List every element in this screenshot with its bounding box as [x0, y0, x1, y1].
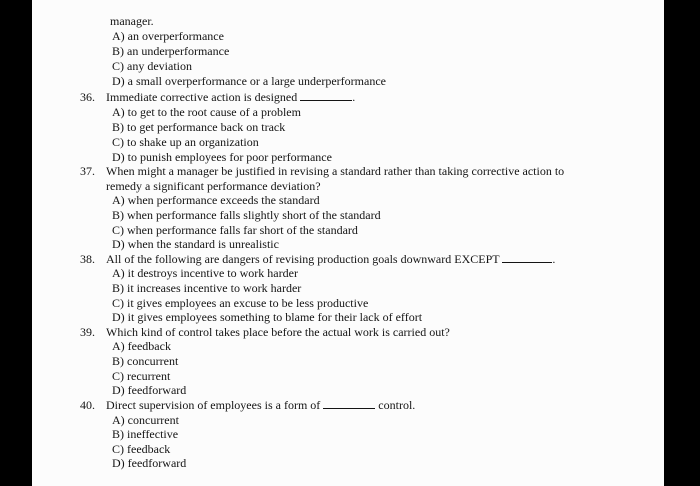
question-text-continued: remedy a significant performance deviation? [106, 179, 321, 193]
question-text-end: . [352, 90, 356, 104]
question-text-start: All of the following are dangers of revising production goals downward EXCEPT [106, 252, 500, 266]
question-text [106, 398, 415, 412]
question-number: 40. [80, 398, 95, 412]
option-d: D) it gives employees something to blame for their lack of effort [112, 310, 423, 324]
option-c: C) to shake up an organization [112, 135, 259, 149]
question-text [106, 90, 355, 104]
option-d: D) to punish employees for poor performance [112, 150, 332, 164]
option-b: B) it increases incentive to work harder [112, 281, 302, 295]
option-b: B) to get performance back on track [112, 120, 286, 134]
option-a: A) concurrent [112, 413, 179, 427]
option-a: A) feedback [112, 339, 171, 353]
question-number: 39. [80, 325, 95, 339]
option-b: B) ineffective [112, 427, 179, 441]
question-text-start: Direct supervision of employees is a form of [106, 398, 321, 412]
option-d: D) feedforward [112, 456, 187, 470]
option-b: B) concurrent [112, 354, 179, 368]
question-text [106, 252, 555, 266]
option-a: A) it destroys incentive to work harder [112, 266, 298, 280]
question-text-end: control. [378, 398, 416, 412]
option-c: C) recurrent [112, 369, 171, 383]
document-page [32, 0, 664, 486]
question-number: 36. [80, 90, 95, 104]
question-number: 38. [80, 252, 95, 266]
option-c: C) when performance falls far short of the standard [112, 223, 358, 237]
question-text: Which kind of control takes place before the actual work is carried out? [106, 325, 450, 339]
option-c: C) it gives employees an excuse to be less productive [112, 296, 369, 310]
option-a: A) when performance exceeds the standard [112, 193, 320, 207]
answer-blank [300, 90, 352, 101]
option-b: B) an underperformance [112, 44, 230, 58]
option-b: B) when performance falls slightly short of the standard [112, 208, 381, 222]
question-text: When might a manager be justified in revising a standard rather than taking corrective action to [106, 164, 565, 178]
question-number: 37. [80, 164, 95, 178]
option-c: C) any deviation [112, 59, 192, 73]
option-d: D) when the standard is unrealistic [112, 237, 279, 251]
option-c: C) feedback [112, 442, 171, 456]
option-a: A) to get to the root cause of a problem [112, 105, 301, 119]
option-d: D) a small overperformance or a large underperformance [112, 74, 386, 88]
option-a: A) an overperformance [112, 29, 224, 43]
answer-blank [323, 398, 375, 409]
answer-blank [502, 252, 552, 263]
question-fragment: manager. [110, 14, 154, 28]
question-text-end: . [552, 252, 556, 266]
question-text-start: Immediate corrective action is designed [106, 90, 298, 104]
option-d: D) feedforward [112, 383, 187, 397]
